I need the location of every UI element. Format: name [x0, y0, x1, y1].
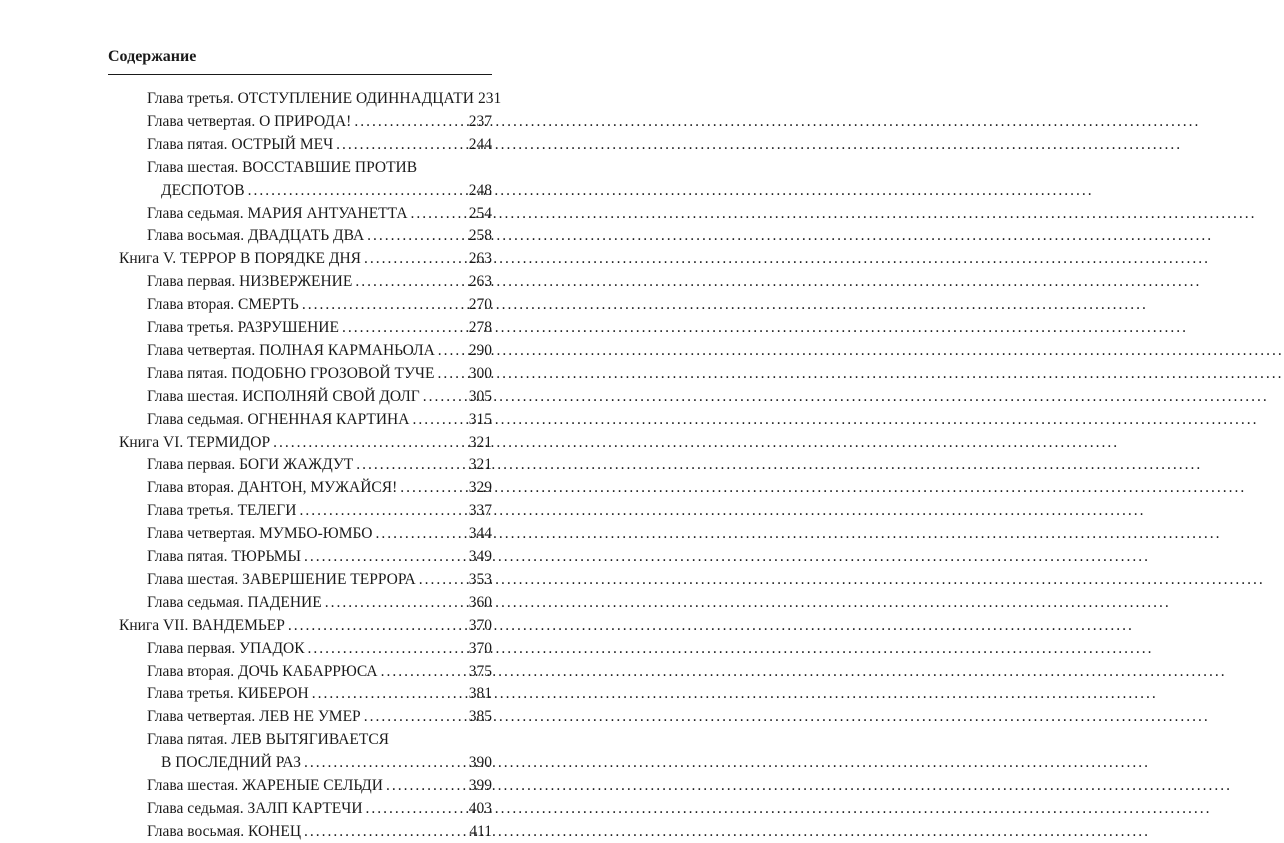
dot-leader	[304, 546, 468, 568]
dot-leader	[356, 454, 467, 476]
toc-page-number: 344	[468, 525, 492, 543]
toc-page-number: 349	[468, 548, 492, 565]
toc-entry-title: Глава третья. ОТСТУПЛЕНИЕ ОДИННАДЦАТИ	[147, 90, 474, 107]
toc-chapter-entry	[147, 203, 492, 225]
toc-entry-title: Глава первая. УПАДОК	[147, 639, 305, 657]
toc-entry-title: Глава четвертая. ЛЕВ НЕ УМЕР	[147, 708, 361, 726]
dot-leader	[438, 340, 468, 362]
toc-chapter-entry	[147, 775, 492, 797]
toc-entry-title: Глава седьмая. МАРИЯ АНТУАНЕТТА	[147, 204, 408, 222]
dot-leader	[423, 386, 468, 408]
toc-book-entry	[119, 432, 492, 454]
toc-chapter-entry	[147, 363, 492, 385]
toc-entry-title: В ПОСЛЕДНИЙ РАЗ	[161, 754, 301, 772]
toc-chapter-entry	[147, 683, 492, 705]
toc-chapter-entry	[147, 546, 492, 568]
toc-page-number: 403	[468, 799, 492, 817]
toc-entry-title: Глава четвертая. ПОЛНАЯ КАРМАНЬОЛА	[147, 341, 435, 359]
dot-leader	[419, 569, 468, 591]
toc-page-number: 321	[468, 456, 492, 474]
toc-page-number: 237	[468, 112, 492, 130]
toc-page-number: 305	[468, 387, 492, 405]
toc-chapter-entry	[147, 500, 492, 522]
toc-page-number: 290	[468, 341, 492, 359]
toc-page-number: 375	[468, 662, 492, 680]
toc-page-number: 263	[468, 273, 492, 291]
toc-page-number: 329	[468, 479, 492, 497]
toc-entry-title: Глава седьмая. ПАДЕНИЕ	[147, 593, 322, 611]
toc-page-number: 390	[468, 754, 492, 772]
toc-entry-title: Глава четвертая. МУМБО-ЮМБО	[147, 525, 373, 543]
toc-chapter-entry	[147, 294, 492, 316]
toc-chapter-entry	[147, 638, 492, 660]
toc-entry-title: Глава третья. ТЕЛЕГИ	[147, 502, 297, 520]
toc-entry-title: Книга VI. ТЕРМИДОР	[119, 433, 271, 451]
dot-leader	[273, 432, 468, 454]
dot-leader	[308, 638, 468, 660]
toc-page-number: 231	[477, 90, 502, 107]
toc-entry-title: Глава вторая. ДАНТОН, МУЖАЙСЯ!	[147, 479, 398, 497]
toc-chapter-entry	[147, 821, 492, 843]
toc-chapter-entry	[147, 134, 492, 156]
toc-chapter-entry	[147, 523, 492, 545]
dot-leader	[288, 615, 468, 637]
toc-page-number: 315	[468, 410, 492, 428]
toc-page-number: 244	[468, 135, 492, 153]
dot-leader	[304, 821, 468, 843]
running-header-title: Содержание	[108, 48, 197, 65]
toc-entry-title: Глава шестая. ЖАРЕНЫЕ СЕЛЬДИ	[147, 777, 383, 794]
toc-entry-title: Глава третья. РАЗРУШЕНИЕ	[147, 319, 339, 336]
toc-chapter-entry	[147, 798, 492, 820]
toc-page-number: 337	[468, 502, 492, 520]
toc-entry-title: Глава четвертая. О ПРИРОДА!	[147, 112, 352, 130]
dot-leader	[376, 523, 468, 545]
dot-leader	[342, 317, 468, 339]
toc-chapter-entry	[147, 111, 492, 133]
toc-entry-title: Глава пятая. ТЮРЬМЫ	[147, 548, 302, 565]
toc-page-number: 254	[468, 204, 492, 222]
toc-page-number: 258	[468, 227, 492, 245]
toc-entry-title: Глава восьмая. КОНЕЦ	[147, 822, 302, 840]
toc-entry-title: Глава вторая. СМЕРТЬ	[147, 296, 299, 314]
toc-chapter-entry	[147, 386, 492, 408]
dot-leader	[386, 775, 468, 797]
toc-entry-title: Глава шестая. ИСПОЛНЯЙ СВОЙ ДОЛГ	[147, 387, 420, 405]
toc-entry-title: Книга VII. ВАНДЕМЬЕР	[119, 616, 285, 634]
dot-leader	[411, 203, 468, 225]
toc-page-number: 370	[468, 616, 492, 634]
toc-book-entry	[119, 248, 492, 270]
dot-leader	[400, 477, 467, 499]
toc-chapter-entry	[147, 477, 492, 499]
dot-leader	[336, 134, 468, 156]
toc-chapter-entry	[147, 569, 492, 591]
dot-leader	[354, 111, 467, 133]
toc-page-number: 381	[468, 685, 492, 703]
toc-page-number: 360	[468, 593, 492, 611]
toc-entry-title: Глава седьмая. ЗАЛП КАРТЕЧИ	[147, 799, 363, 817]
toc-page-number: 300	[468, 364, 492, 382]
dot-leader	[381, 661, 468, 683]
toc-page-number: 385	[468, 708, 492, 726]
toc-page-number: 270	[468, 296, 492, 314]
toc-entry-title: Глава третья. КИБЕРОН	[147, 685, 309, 703]
dot-leader	[325, 592, 468, 614]
toc-chapter-entry	[147, 317, 492, 339]
toc-chapter-entry	[147, 661, 492, 683]
toc-entry-title: Глава восьмая. ДВАДЦАТЬ ДВА	[147, 227, 365, 245]
dot-leader	[304, 752, 468, 774]
toc-entry-title: Глава первая. НИЗВЕРЖЕНИЕ	[147, 273, 353, 291]
toc-page-number: 278	[468, 319, 492, 336]
toc-page-number: 411	[469, 822, 492, 840]
toc-chapter-entry	[147, 157, 417, 179]
toc-page-number: 353	[468, 570, 492, 588]
toc-chapter-entry	[147, 340, 492, 362]
dot-leader	[412, 409, 467, 431]
toc-chapter-entry	[147, 88, 502, 110]
toc-page-number: 370	[468, 639, 492, 657]
dot-leader	[366, 798, 468, 820]
dot-leader	[355, 271, 467, 293]
toc-entry-title: Книга V. ТЕРРОР В ПОРЯДКЕ ДНЯ	[119, 250, 361, 268]
toc-chapter-entry	[147, 592, 492, 614]
toc-page-number: 248	[468, 181, 492, 199]
toc-entry-title: Глава пятая. ОСТРЫЙ МЕЧ	[147, 135, 334, 153]
toc-entry-title: Глава вторая. ДОЧЬ КАБАРРЮСА	[147, 662, 378, 680]
toc-page-number: 263	[468, 250, 492, 268]
toc-chapter-entry	[147, 225, 492, 247]
toc-book-entry	[119, 615, 492, 637]
dot-leader	[437, 363, 467, 385]
dot-leader	[312, 683, 468, 705]
toc-entry-title: Глава первая. БОГИ ЖАЖДУТ	[147, 456, 354, 474]
toc-page-number: 321	[468, 433, 492, 451]
toc-chapter-entry	[161, 752, 492, 774]
toc-entry-title: ДЕСПОТОВ	[161, 181, 245, 199]
dot-leader	[302, 294, 468, 316]
dot-leader	[367, 225, 468, 247]
toc-entry-title: Глава шестая. ЗАВЕРШЕНИЕ ТЕРРОРА	[147, 570, 416, 588]
book-page	[0, 0, 600, 840]
toc-entry-title: Глава шестая. ВОССТАВШИЕ ПРОТИВ	[147, 158, 418, 176]
dot-leader	[248, 180, 468, 202]
dot-leader	[364, 248, 468, 270]
toc-chapter-entry	[147, 271, 492, 293]
header-rule	[108, 74, 492, 75]
toc-chapter-entry	[147, 409, 492, 431]
dot-leader	[299, 500, 467, 522]
toc-chapter-entry	[147, 454, 492, 476]
toc-chapter-entry	[147, 729, 389, 751]
toc-chapter-entry	[147, 706, 492, 728]
dot-leader	[364, 706, 468, 728]
toc-page-number: 399	[468, 777, 492, 794]
toc-entry-title: Глава седьмая. ОГНЕННАЯ КАРТИНА	[147, 410, 410, 428]
toc-chapter-entry	[161, 180, 492, 202]
toc-entry-title: Глава пятая. ЛЕВ ВЫТЯГИВАЕТСЯ	[147, 731, 390, 749]
toc-entry-title: Глава пятая. ПОДОБНО ГРОЗОВОЙ ТУЧЕ	[147, 364, 435, 382]
